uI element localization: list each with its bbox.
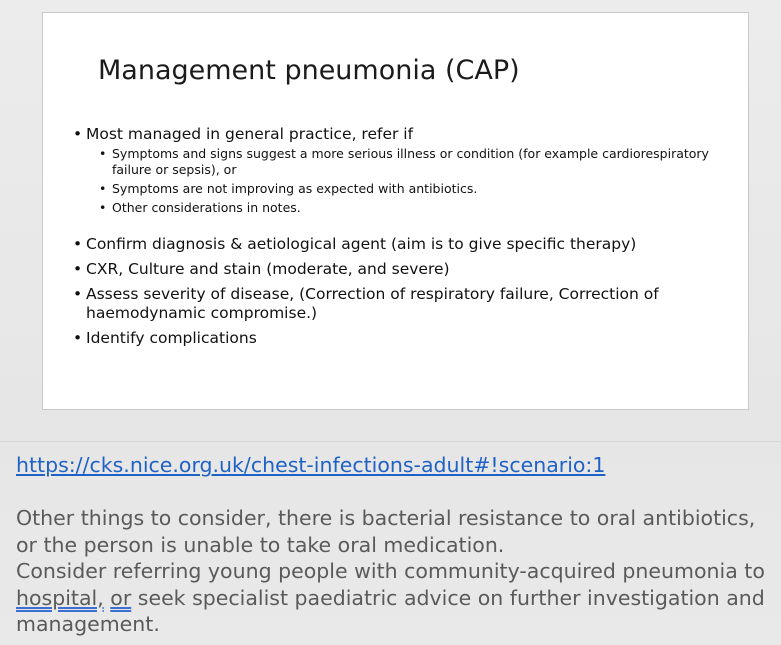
notes-text: Consider referring young people with community-acquired pneumonia to [16, 559, 765, 583]
bullet-text: Identify complications [86, 329, 257, 347]
notes-splitter[interactable] [0, 441, 781, 442]
sub-bullet-item [99, 181, 713, 197]
grammar-flagged-word[interactable]: hospital, [16, 585, 104, 610]
slide-bullet-list[interactable] [73, 125, 713, 348]
sub-bullet-text: Symptoms and signs suggest a more serious illness or condition (for example cardiorespiratory failure or sepsis), or [112, 146, 709, 177]
bullet-dot-icon: • [73, 329, 83, 347]
bullet-item [73, 285, 713, 323]
notes-text: seek specialist paediatric advice on further investigation and management. [16, 585, 765, 636]
grammar-flagged-word[interactable]: or [110, 585, 132, 610]
notes-link-line [16, 452, 776, 479]
bullet-dot-icon: • [73, 125, 83, 143]
sub-bullet-item [99, 146, 713, 178]
sub-bullet-text: Other considerations in notes. [112, 200, 301, 215]
bullet-spacer [73, 219, 713, 235]
bullet-text: Confirm diagnosis & aetiological agent (aim is to give specific therapy) [86, 235, 637, 253]
bullet-dot-icon: • [73, 260, 83, 278]
notes-blank-line [16, 479, 776, 506]
sub-bullet-text: Symptoms are not improving as expected with antibiotics. [112, 181, 478, 196]
slide-title[interactable]: Management pneumonia (CAP) [98, 55, 520, 86]
sub-bullet-item [99, 200, 713, 216]
bullet-dot-icon: • [99, 181, 107, 196]
slide-canvas[interactable] [42, 12, 749, 410]
bullet-text: CXR, Culture and stain (moderate, and severe) [86, 260, 450, 278]
bullet-dot-icon: • [99, 146, 107, 161]
bullet-item [73, 329, 713, 348]
bullet-dot-icon: • [99, 200, 107, 215]
speaker-notes-pane[interactable] [16, 452, 776, 638]
notes-paragraph[interactable]: Other things to consider, there is bacterial resistance to oral antibiotics, or the person is unable to take oral medication. [16, 506, 756, 557]
sub-bullet-list [86, 146, 713, 216]
notes-reference-link[interactable]: https://cks.nice.org.uk/chest-infections-adult#!scenario:1 [16, 453, 606, 477]
bullet-item [73, 235, 713, 254]
bullet-item [73, 125, 713, 216]
notes-paragraph[interactable] [16, 558, 776, 638]
bullet-text: Most managed in general practice, refer if [86, 125, 414, 143]
bullet-dot-icon: • [73, 235, 83, 253]
bullet-dot-icon: • [73, 285, 83, 303]
bullet-item [73, 260, 713, 279]
bullet-text: Assess severity of disease, (Correction of respiratory failure, Correction of haemodynamic compromise.) [86, 285, 659, 322]
